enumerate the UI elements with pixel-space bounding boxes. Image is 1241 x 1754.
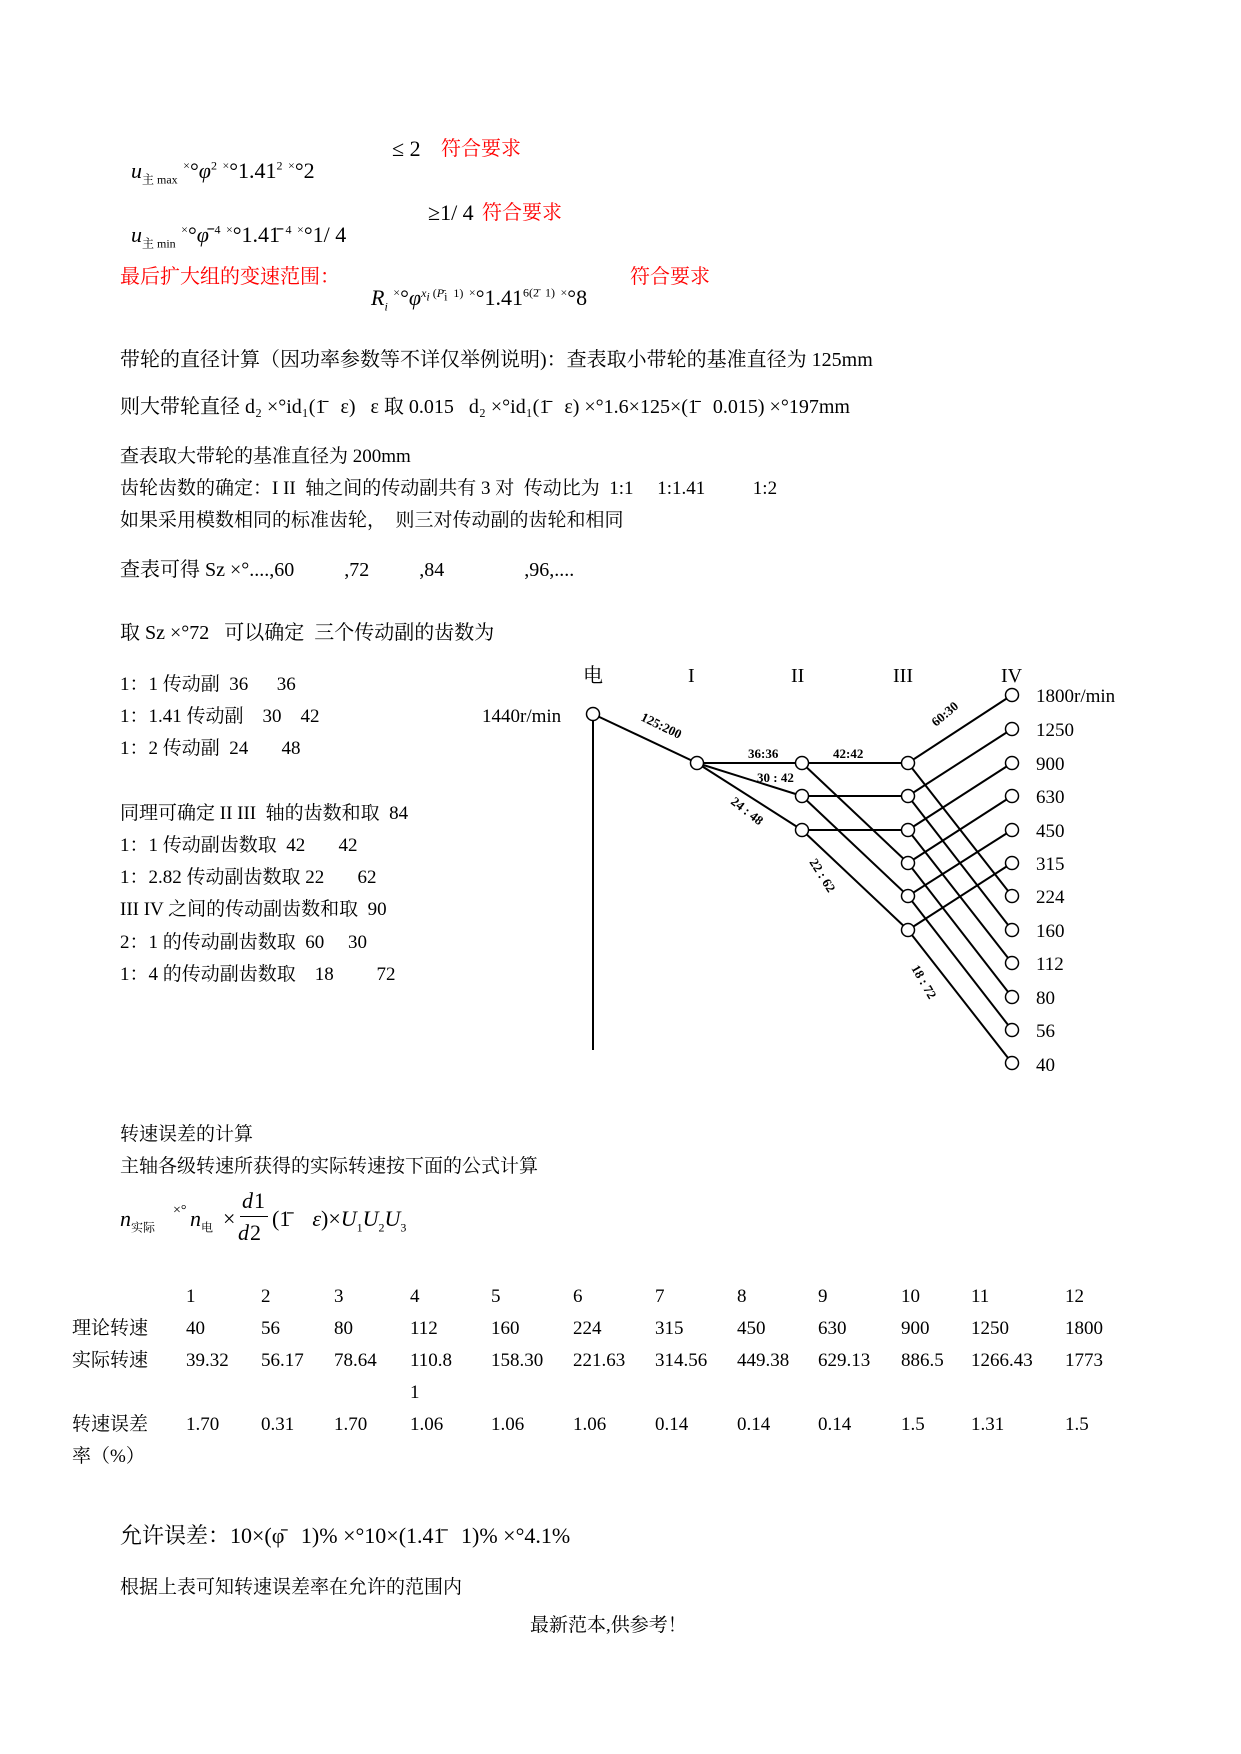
table-cell: 80 bbox=[334, 1318, 353, 1339]
belt-big-formula: 则大带轮直径 d₂ ×°id₁(1̄ ε) ε 取 0.015 d₂ ×°id₁(1̄ ε) ×°1.6×125×(1̄ 0.015) ×°197mm bbox=[120, 396, 850, 418]
pair-line: 2：1 的传动副齿数取 60 30 bbox=[120, 932, 368, 953]
table-cell: 449.38 bbox=[737, 1350, 790, 1371]
u-max-condition: ≤ 2 bbox=[392, 136, 421, 161]
output-speed-label: 1800r/min bbox=[1036, 686, 1116, 707]
speed-node bbox=[1006, 991, 1019, 1004]
gear-same-sum: 如果采用模数相同的标准齿轮， 则三对传动副的齿轮和相同 bbox=[120, 510, 624, 531]
speed-node bbox=[796, 790, 809, 803]
table-cell: 1250 bbox=[971, 1318, 1009, 1339]
output-speed-label: 315 bbox=[1036, 854, 1065, 875]
speed-node bbox=[796, 757, 809, 770]
shaft-label: 电 bbox=[583, 665, 603, 687]
footer-note: 最新范本,供参考！ bbox=[530, 1615, 687, 1636]
table-cell: 78.64 bbox=[334, 1350, 377, 1371]
allowed-error: 允许误差：10×(φ̄ 1)% ×°10×(1.41̄ 1)% ×°4.1% bbox=[120, 1523, 571, 1548]
shaft-label: IV bbox=[1001, 665, 1023, 687]
ratio-label: 42:42 bbox=[833, 746, 864, 761]
transmission-line bbox=[908, 830, 1012, 896]
pair-line: 1：1 传动副 36 36 bbox=[120, 674, 296, 695]
output-speed-label: 160 bbox=[1036, 921, 1065, 942]
conclusion: 根据上表可知转速误差率在允许的范围内 bbox=[120, 1577, 463, 1598]
transmission-line bbox=[908, 830, 1012, 963]
table-col-index: 1 bbox=[186, 1286, 196, 1307]
table-col-index: 8 bbox=[737, 1286, 747, 1307]
table-cell: 0.14 bbox=[737, 1414, 771, 1435]
u-max-formula: $u_{主 max}$ $^\times^\circ\varphi^2$ ×°1.41$^2$ ×°2 bbox=[131, 158, 315, 187]
pair-line: 1：1.41 传动副 30 42 bbox=[120, 706, 320, 727]
speed-node bbox=[1006, 924, 1019, 937]
table-cell: 1266.43 bbox=[971, 1350, 1033, 1371]
output-speed-label: 450 bbox=[1036, 821, 1065, 842]
table-cell: 1.31 bbox=[971, 1414, 1005, 1435]
error-description: 主轴各级转速所获得的实际转速按下面的公式计算 bbox=[120, 1156, 539, 1177]
speed-node bbox=[587, 708, 600, 721]
shaft-label: III bbox=[893, 665, 913, 687]
table-cell: 160 bbox=[491, 1318, 520, 1339]
transmission-line bbox=[908, 796, 1012, 930]
ratio-label: 30 : 42 bbox=[757, 770, 794, 785]
table-cell: 56 bbox=[261, 1318, 280, 1339]
transmission-line bbox=[802, 796, 908, 896]
speed-node bbox=[1006, 1057, 1019, 1070]
table-row-label: 转速误差 bbox=[72, 1414, 149, 1435]
table-cell: 1.70 bbox=[186, 1414, 220, 1435]
output-speed-label: 1250 bbox=[1036, 720, 1074, 741]
speed-node bbox=[902, 824, 915, 837]
transmission-line bbox=[908, 863, 1012, 930]
table-cell: 1.70 bbox=[334, 1414, 368, 1435]
speed-node bbox=[1006, 723, 1019, 736]
pair-line: 1：4 的传动副齿数取 18 72 bbox=[120, 964, 396, 985]
speed-node bbox=[1006, 957, 1019, 970]
table-cell: 1800 bbox=[1065, 1318, 1103, 1339]
belt-line bbox=[593, 714, 697, 763]
gear-intro: 齿轮齿数的确定：I II 轴之间的传动副共有 3 对 传动比为 1:1 1:1.41 1:2 bbox=[120, 478, 778, 499]
transmission-line bbox=[908, 763, 1012, 830]
table-cell: 112 bbox=[410, 1318, 438, 1339]
table-cell-wrap: 1 bbox=[410, 1382, 420, 1403]
speed-node bbox=[1006, 689, 1019, 702]
transmission-line bbox=[697, 763, 802, 830]
table-cell: 40 bbox=[186, 1318, 205, 1339]
belt-standard: 查表取大带轮的基准直径为 200mm bbox=[120, 446, 411, 467]
table-col-index: 5 bbox=[491, 1286, 501, 1307]
table-row-label-cont: 率（%） bbox=[72, 1446, 145, 1467]
table-col-index: 7 bbox=[655, 1286, 665, 1307]
output-speed-label: 40 bbox=[1036, 1055, 1055, 1076]
speed-node bbox=[902, 857, 915, 870]
u-max-ok: 符合要求 bbox=[441, 138, 521, 160]
transmission-line bbox=[802, 763, 908, 863]
table-col-index: 10 bbox=[901, 1286, 920, 1307]
table-cell: 221.63 bbox=[573, 1350, 626, 1371]
table-col-index: 12 bbox=[1065, 1286, 1084, 1307]
output-speed-label: 56 bbox=[1036, 1021, 1055, 1042]
speed-node bbox=[796, 824, 809, 837]
output-speed-label: 900 bbox=[1036, 754, 1065, 775]
pair-line: 1：2 传动副 24 48 bbox=[120, 738, 301, 759]
ratio-label: 18 : 72 bbox=[908, 962, 940, 1002]
transmission-line bbox=[697, 763, 802, 796]
table-cell: 900 bbox=[901, 1318, 930, 1339]
shaft-label: I bbox=[688, 665, 695, 687]
speed-node bbox=[902, 790, 915, 803]
table-cell: 56.17 bbox=[261, 1350, 304, 1371]
table-cell: 0.14 bbox=[655, 1414, 689, 1435]
u-min-condition: ≥1/ 4 bbox=[428, 200, 474, 225]
transmission-line bbox=[908, 695, 1012, 763]
speed-node bbox=[691, 757, 704, 770]
input-speed-label: 1440r/min bbox=[482, 706, 562, 727]
table-col-index: 3 bbox=[334, 1286, 344, 1307]
output-speed-label: 80 bbox=[1036, 988, 1055, 1009]
pair-line: 同理可确定 II III 轴的齿数和取 84 bbox=[120, 803, 409, 824]
table-col-index: 2 bbox=[261, 1286, 271, 1307]
table-cell: 315 bbox=[655, 1318, 684, 1339]
ratio-label: 22 : 62 bbox=[806, 855, 839, 895]
table-cell: 224 bbox=[573, 1318, 602, 1339]
transmission-line bbox=[908, 796, 1012, 863]
speed-node bbox=[1006, 824, 1019, 837]
output-speed-label: 112 bbox=[1036, 954, 1064, 975]
table-cell: 1.06 bbox=[491, 1414, 525, 1435]
table-cell: 0.31 bbox=[261, 1414, 295, 1435]
output-speed-label: 224 bbox=[1036, 887, 1065, 908]
transmission-line bbox=[908, 863, 1012, 997]
table-cell: 1.5 bbox=[901, 1414, 925, 1435]
table-col-index: 4 bbox=[410, 1286, 420, 1307]
output-speed-label: 630 bbox=[1036, 787, 1065, 808]
transmission-line bbox=[908, 729, 1012, 796]
speed-node bbox=[1006, 757, 1019, 770]
table-row-label: 理论转速 bbox=[72, 1318, 149, 1339]
ratio-label: 24 : 48 bbox=[728, 793, 767, 829]
table-row-label: 实际转速 bbox=[72, 1350, 149, 1371]
speed-node bbox=[1006, 1024, 1019, 1037]
table-cell: 630 bbox=[818, 1318, 847, 1339]
table-col-index: 9 bbox=[818, 1286, 828, 1307]
table-cell: 0.14 bbox=[818, 1414, 852, 1435]
table-cell: 450 bbox=[737, 1318, 766, 1339]
belt-intro: 带轮的直径计算（因功率参数等不详仅举例说明)：查表取小带轮的基准直径为 125mm bbox=[120, 349, 873, 371]
speed-node bbox=[902, 890, 915, 903]
table-cell: 39.32 bbox=[186, 1350, 229, 1371]
table-cell: 629.13 bbox=[818, 1350, 871, 1371]
transmission-line bbox=[908, 763, 1012, 896]
ratio-label: 36:36 bbox=[748, 746, 779, 761]
range-label: 最后扩大组的变速范围： bbox=[120, 266, 340, 288]
table-cell: 1.06 bbox=[410, 1414, 444, 1435]
range-formula: $R_i$ $^\times^\circ\varphi^{x_i (P_i 1)}$ $^\times^\circ 1.41^{6(2̄ 1)}$ ×°8 bbox=[371, 285, 588, 314]
speed-node bbox=[1006, 857, 1019, 870]
error-title: 转速误差的计算 bbox=[120, 1124, 254, 1145]
range-ok: 符合要求 bbox=[630, 266, 710, 288]
table-cell: 314.56 bbox=[655, 1350, 708, 1371]
speed-node bbox=[1006, 790, 1019, 803]
table-cell: 1.06 bbox=[573, 1414, 607, 1435]
table-cell: 110.8 bbox=[410, 1350, 453, 1371]
pair-line: 1：1 传动副齿数取 42 42 bbox=[120, 835, 358, 856]
u-min-ok: 符合要求 bbox=[482, 202, 562, 224]
pair-line: III IV 之间的传动副齿数和取 90 bbox=[120, 899, 387, 920]
transmission-line bbox=[802, 830, 908, 930]
u-min-formula: $u_{主 min}$ ×°φ̄ $^4$ ×°1.41̄ $^4$ ×°1/ 4 bbox=[131, 222, 347, 251]
table-cell: 1.5 bbox=[1065, 1414, 1089, 1435]
sz-lookup: 查表可得 Sz ×°....,60 ,72 ,84 ,96,.... bbox=[120, 559, 575, 581]
ratio-label: 125:200 bbox=[638, 709, 685, 742]
table-cell: 1773 bbox=[1065, 1350, 1103, 1371]
table-col-index: 6 bbox=[573, 1286, 583, 1307]
transmission-line bbox=[908, 930, 1012, 1063]
ratio-label: 60:30 bbox=[928, 698, 962, 730]
speed-node bbox=[902, 757, 915, 770]
transmission-line bbox=[908, 896, 1012, 1030]
table-col-index: 11 bbox=[971, 1286, 990, 1307]
shaft-label: II bbox=[791, 665, 805, 687]
pair-line: 1：2.82 传动副齿数取 22 62 bbox=[120, 867, 377, 888]
sz-take: 取 Sz ×°72 可以确定 三个传动副的齿数为 bbox=[120, 622, 495, 644]
table-cell: 158.30 bbox=[491, 1350, 544, 1371]
table-cell: 886.5 bbox=[901, 1350, 944, 1371]
speed-node bbox=[1006, 890, 1019, 903]
speed-node bbox=[902, 924, 915, 937]
